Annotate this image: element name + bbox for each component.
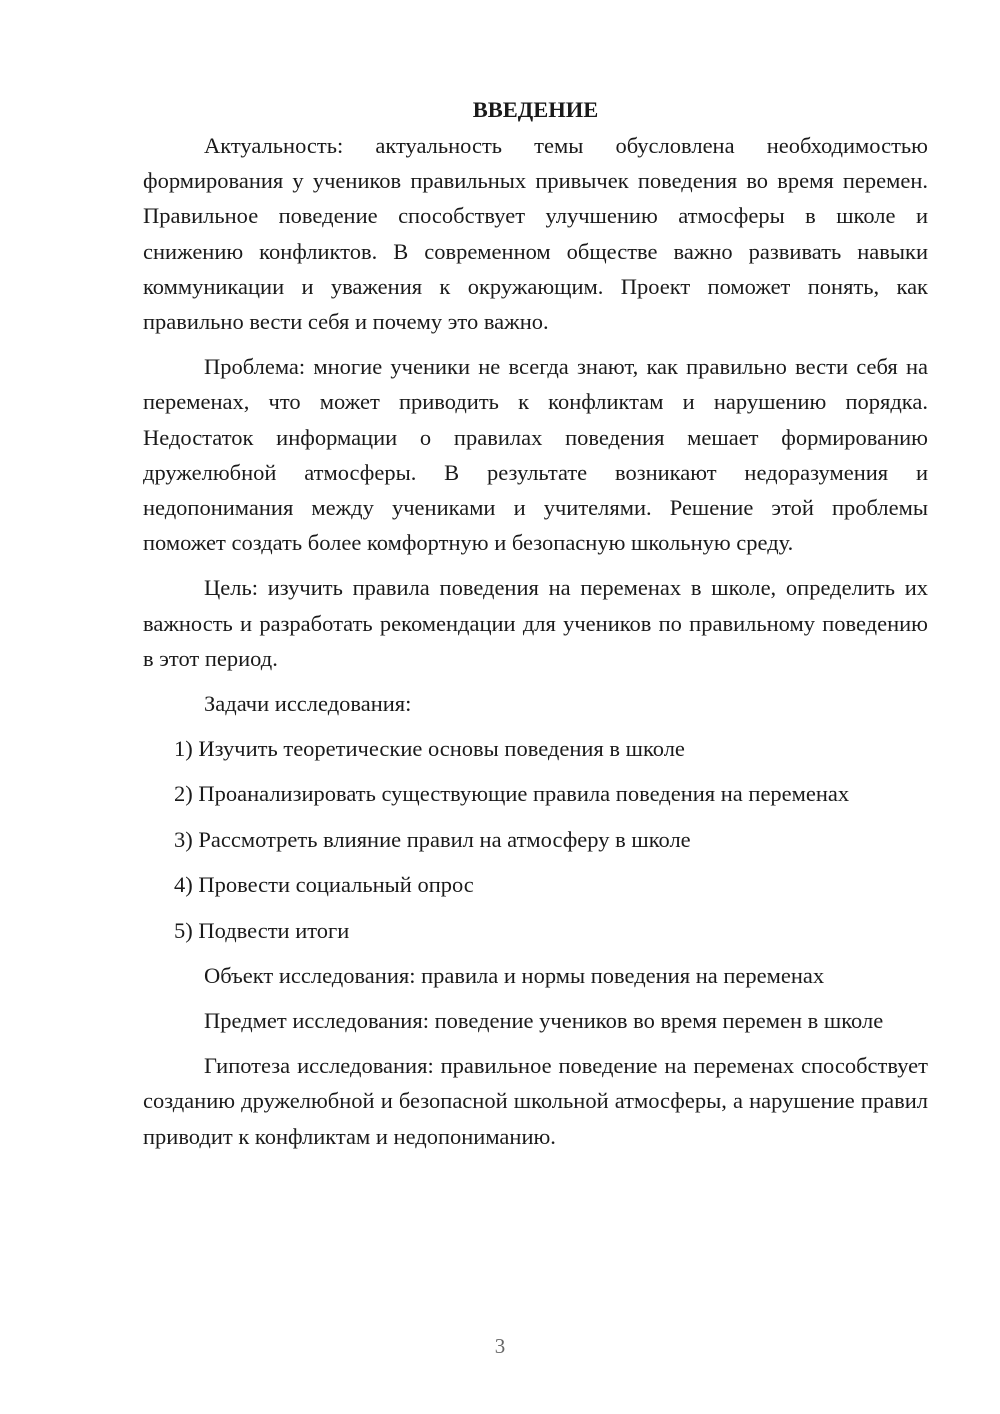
task-item-1: 1) Изучить теоретические основы поведения в школе bbox=[174, 736, 685, 762]
tasks-heading: Задачи исследования: bbox=[204, 691, 412, 717]
page-content bbox=[143, 92, 928, 1164]
research-object: Объект исследования: правила и нормы поведения на переменах bbox=[204, 963, 825, 988]
goal-paragraph: Цель: изучить правила поведения на переменах в школе, определить их важность и разработать рекомендации для учеников по правильному поведению в этот период. bbox=[143, 575, 928, 671]
task-item-2: 2) Проанализировать существующие правила поведения на переменах bbox=[174, 781, 850, 807]
research-subject: Предмет исследования: поведение учеников во время перемен в школе bbox=[204, 1008, 884, 1033]
task-item-5: 5) Подвести итоги bbox=[174, 917, 350, 943]
problem-paragraph: Проблема: многие ученики не всегда знают, как правильно вести себя на переменах, что может приводить к конфликтам и нарушению порядка. Недостаток информации о правилах поведения мешает формированию дружелюбной атмосферы. В результате возникают недоразумения и недопонимания между учениками и учителями. Решение этой проблемы поможет создать более комфортную и безопасную школьную среду. bbox=[143, 354, 928, 556]
task-item-3: 3) Рассмотреть влияние правил на атмосферу в школе bbox=[174, 826, 691, 852]
page-number: 3 bbox=[494, 1334, 506, 1358]
task-item-4: 4) Провести социальный опрос bbox=[174, 872, 474, 898]
section-title: ВВЕДЕНИЕ bbox=[472, 97, 599, 122]
research-hypothesis: Гипотеза исследования: правильное поведение на переменах способствует созданию дружелюбной и безопасной школьной атмосферы, а нарушение правил приводит к конфликтам и недопониманию. bbox=[143, 1053, 928, 1149]
relevance-paragraph: Актуальность: актуальность темы обусловлена необходимостью формирования у учеников правильных привычек поведения во время перемен. Правильное поведение способствует улучшению атмосферы в школе и снижению конфликтов. В современном обществе важно развивать навыки коммуникации и уважения к окружающим. Проект поможет понять, как правильно вести себя и почему это важно. bbox=[143, 133, 928, 335]
